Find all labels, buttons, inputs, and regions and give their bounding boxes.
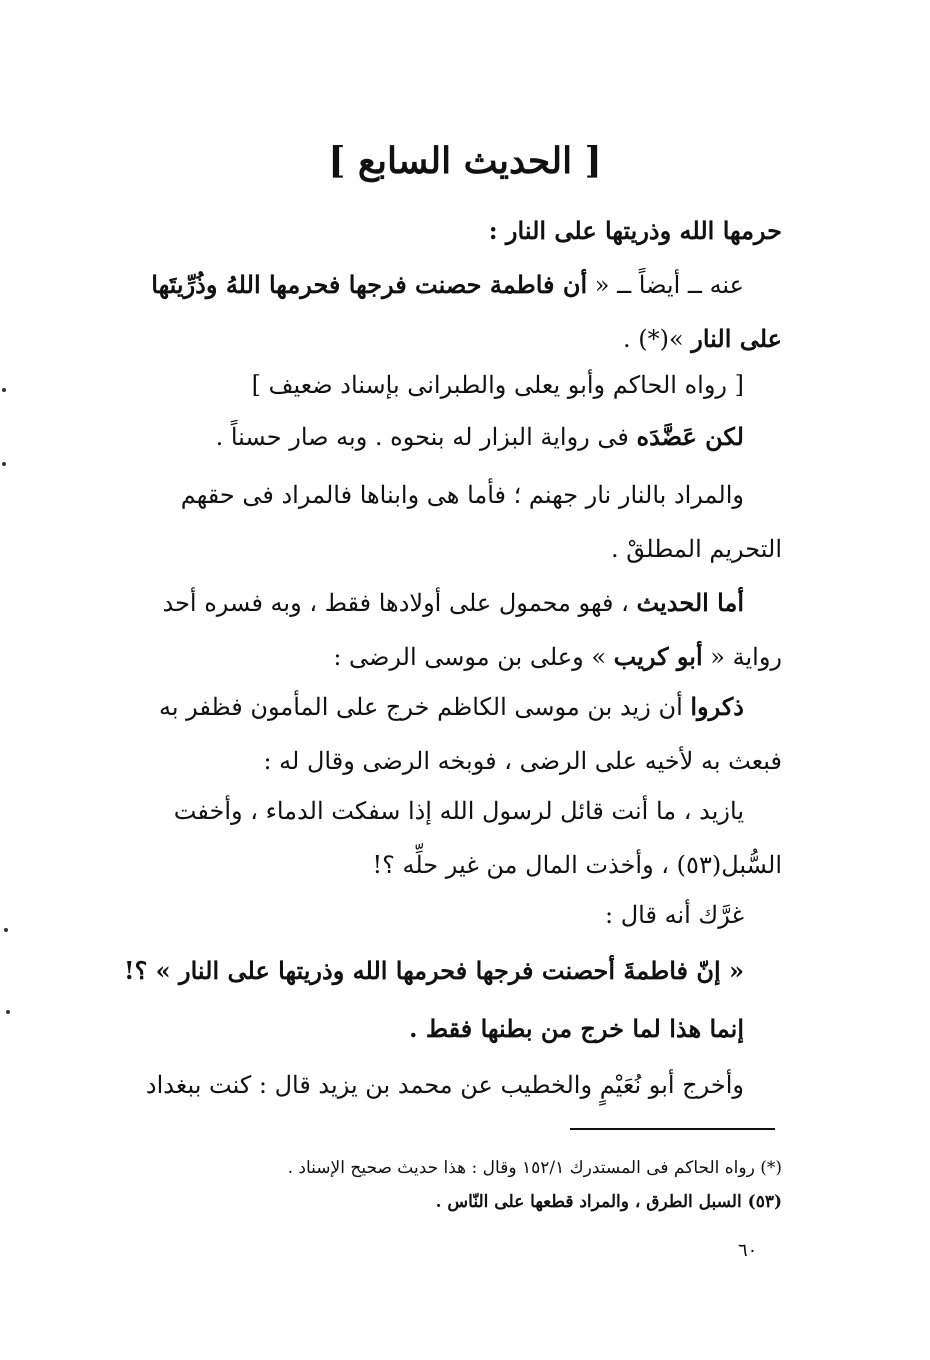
paragraph-6 (112, 680, 782, 788)
footnote-divider (570, 1128, 775, 1130)
paragraph-1-hadith: أن فاطمة حصنت فرجها فحرمها اللهُ وذُرِّيتَها على النار (151, 270, 782, 353)
paragraph-3 (112, 410, 782, 464)
footnote-1: (*) رواه الحاكم فى المستدرك ١٥٢/١ وقال : هذا حديث صحيح الإسناد . (287, 1158, 782, 1178)
paragraph-10: إنما هذا لما خرج من بطنها فقط . (409, 1014, 744, 1043)
page-number: ٦٠ (738, 1240, 758, 1261)
paragraph-5-text-1: ، فهو محمول على أولادها فقط ، وبه فسره أحد رواية « (162, 589, 782, 671)
paragraph-5-text-2: » وعلى بن موسى الرضى : (333, 643, 614, 671)
paragraph-1-lead: عنه ــ أيضاً ــ « (587, 271, 744, 299)
paragraph-3-rest: فى رواية البزار له بنحوه . وبه صار حسناً . (215, 423, 637, 451)
paragraph-2: [ رواه الحاكم وأبو يعلى والطبرانى بإسناد ضعيف ] (251, 371, 744, 399)
paragraph-6-rest: أن زيد بن موسى الكاظم خرج على المأمون فظفر به فبعث به لأخيه على الرضى ، فوبخه الرضى وقال له : (159, 693, 782, 775)
paragraph-5 (112, 576, 782, 684)
paragraph-11: وأخرج أبو نُعَيْمٍ والخطيب عن محمد بن يزيد قال : كنت ببغداد (145, 1071, 744, 1099)
footnote-2: (٥٣) السبل الطرق ، والمراد قطعها على النّاس . (435, 1192, 782, 1212)
scan-speck (6, 1010, 10, 1014)
paragraph-5-bold-1: أما الحديث (636, 588, 744, 617)
paragraph-1-tail: »(*) . (622, 325, 692, 353)
paragraph-3-bold: لكن عَضَّدَه (636, 422, 744, 451)
heading-line: حرمها الله وذريتها على النار : (488, 216, 782, 245)
section-title: [ الحديث السابع ] (328, 140, 602, 182)
paragraph-5-bold-2: أبو كريب (613, 642, 703, 671)
paragraph-1 (112, 258, 782, 366)
scan-speck (4, 928, 8, 932)
paragraph-9: « إنّ فاطمةَ أحصنت فرجها فحرمها الله وذريتها على النار » ؟! (124, 956, 744, 985)
paragraph-7: يازيد ، ما أنت قائل لرسول الله إذا سفكت الدماء ، وأخفت السُّبل(٥٣) ، وأخذت المال من غير حلِّه ؟! (173, 797, 782, 879)
paragraph-6-bold: ذكروا (690, 692, 744, 721)
paragraph-4: والمراد بالنار نار جهنم ؛ فأما هى وابناها فالمراد فى حقهم التحريم المطلقْ . (180, 481, 782, 563)
scan-speck (2, 462, 6, 466)
paragraph-8: غرَّك أنه قال : (605, 901, 744, 929)
scan-speck (2, 388, 6, 392)
